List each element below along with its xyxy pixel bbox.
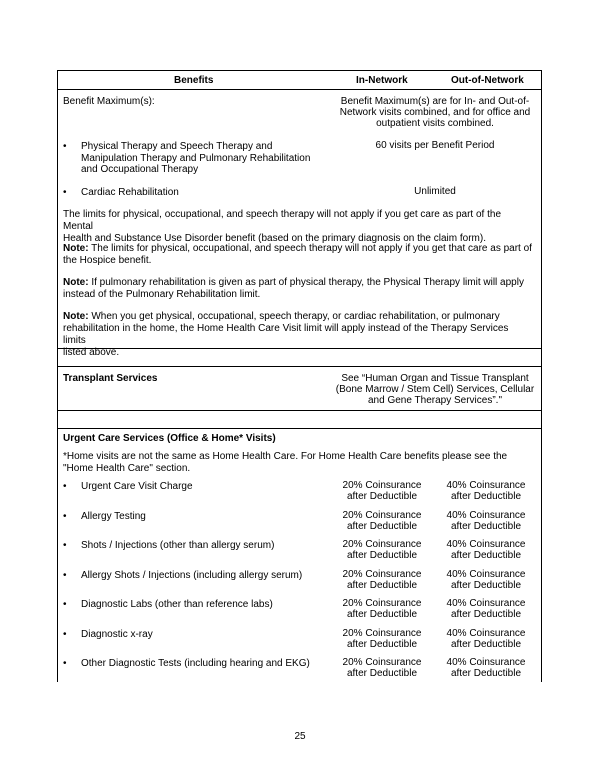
urgent-care-title: Urgent Care Services (Office & Home* Visits) [63,433,276,444]
in-network-cost: 20% Coinsurance after Deductible [342,598,422,620]
header-benefits: Benefits [174,75,214,86]
home-health-note: Note: When you get physical, occupational, speech therapy, or cardiac rehabilitation, or pulmonary rehabilitation in the home, the Home Health Care Visit limit will apply instead of the Therapy Services limits listed above. [63,311,509,358]
bullet: • [63,540,67,551]
cardiac-rehab-item: Cardiac Rehabilitation [81,187,179,198]
bullet: • [63,511,67,522]
transplant-description: See “Human Organ and Tissue Transplant (Bone Marrow / Stem Cell) Services, Cellular and Gene Therapy Services”." [335,373,535,406]
bullet: • [63,481,67,492]
header-out-of-network: Out-of-Network [451,75,524,86]
header-in-network: In-Network [356,75,408,86]
page-number: 25 [294,731,306,742]
out-of-network-cost: 40% Coinsurance after Deductible [446,628,526,650]
urgent-care-item-label: Other Diagnostic Tests (including hearing and EKG) [81,658,310,669]
out-of-network-cost: 40% Coinsurance after Deductible [446,657,526,679]
out-of-network-cost: 40% Coinsurance after Deductible [446,598,526,620]
row-rule [57,366,541,367]
urgent-care-item-label: Diagnostic x-ray [81,629,153,640]
in-network-cost: 20% Coinsurance after Deductible [342,539,422,561]
hospice-note: Note: The limits for physical, occupational, and speech therapy will not apply if you get that care as part of the Hospice benefit. [63,243,532,266]
benefit-max-description: Benefit Maximum(s) are for In- and Out-of- Network visits combined, and for office and outpatient visits combined. [339,96,531,129]
urgent-care-item-label: Allergy Shots / Injections (including allergy serum) [81,570,303,581]
header-rule [57,89,541,90]
out-of-network-cost: 40% Coinsurance after Deductible [446,480,526,502]
home-visits-note: *Home visits are not the same as Home Health Care. For Home Health Care benefits please see the "Home Health Care" section. [63,451,508,474]
bullet: • [63,141,67,152]
out-of-network-cost: 40% Coinsurance after Deductible [446,510,526,532]
bullet: • [63,658,67,669]
in-network-cost: 20% Coinsurance after Deductible [342,569,422,591]
in-network-cost: 20% Coinsurance after Deductible [342,628,422,650]
in-network-cost: 20% Coinsurance after Deductible [342,657,422,679]
mental-health-paragraph: The limits for physical, occupational, and speech therapy will not apply if you get care as part of the Mental Health and Substance Use Disorder benefit (based on the primary diagnosis on the claim form). [63,209,502,244]
benefit-max-label: Benefit Maximum(s): [63,96,155,107]
table-top-rule [57,70,541,71]
row-rule [57,428,541,429]
pulmonary-note: Note: If pulmonary rehabilitation is given as part of physical therapy, the Physical Therapy limit will apply instead of the Pulmonary Rehabilitation limit. [63,277,524,300]
cardiac-rehab-value: Unlimited [414,186,456,197]
urgent-care-item-label: Urgent Care Visit Charge [81,481,193,492]
bullet: • [63,599,67,610]
in-network-cost: 20% Coinsurance after Deductible [342,510,422,532]
therapy-limit-item: Physical Therapy and Speech Therapy and Manipulation Therapy and Pulmonary Rehabilitation and Occupational Therapy [81,141,311,175]
out-of-network-cost: 40% Coinsurance after Deductible [446,539,526,561]
transplant-title: Transplant Services [63,373,158,384]
urgent-care-item-label: Allergy Testing [81,511,146,522]
bullet: • [63,629,67,640]
bullet: • [63,187,67,198]
urgent-care-item-label: Diagnostic Labs (other than reference labs) [81,599,273,610]
urgent-care-item-label: Shots / Injections (other than allergy serum) [81,540,275,551]
in-network-cost: 20% Coinsurance after Deductible [342,480,422,502]
out-of-network-cost: 40% Coinsurance after Deductible [446,569,526,591]
row-rule [57,410,541,411]
bullet: • [63,570,67,581]
therapy-limit-value: 60 visits per Benefit Period [375,140,495,151]
